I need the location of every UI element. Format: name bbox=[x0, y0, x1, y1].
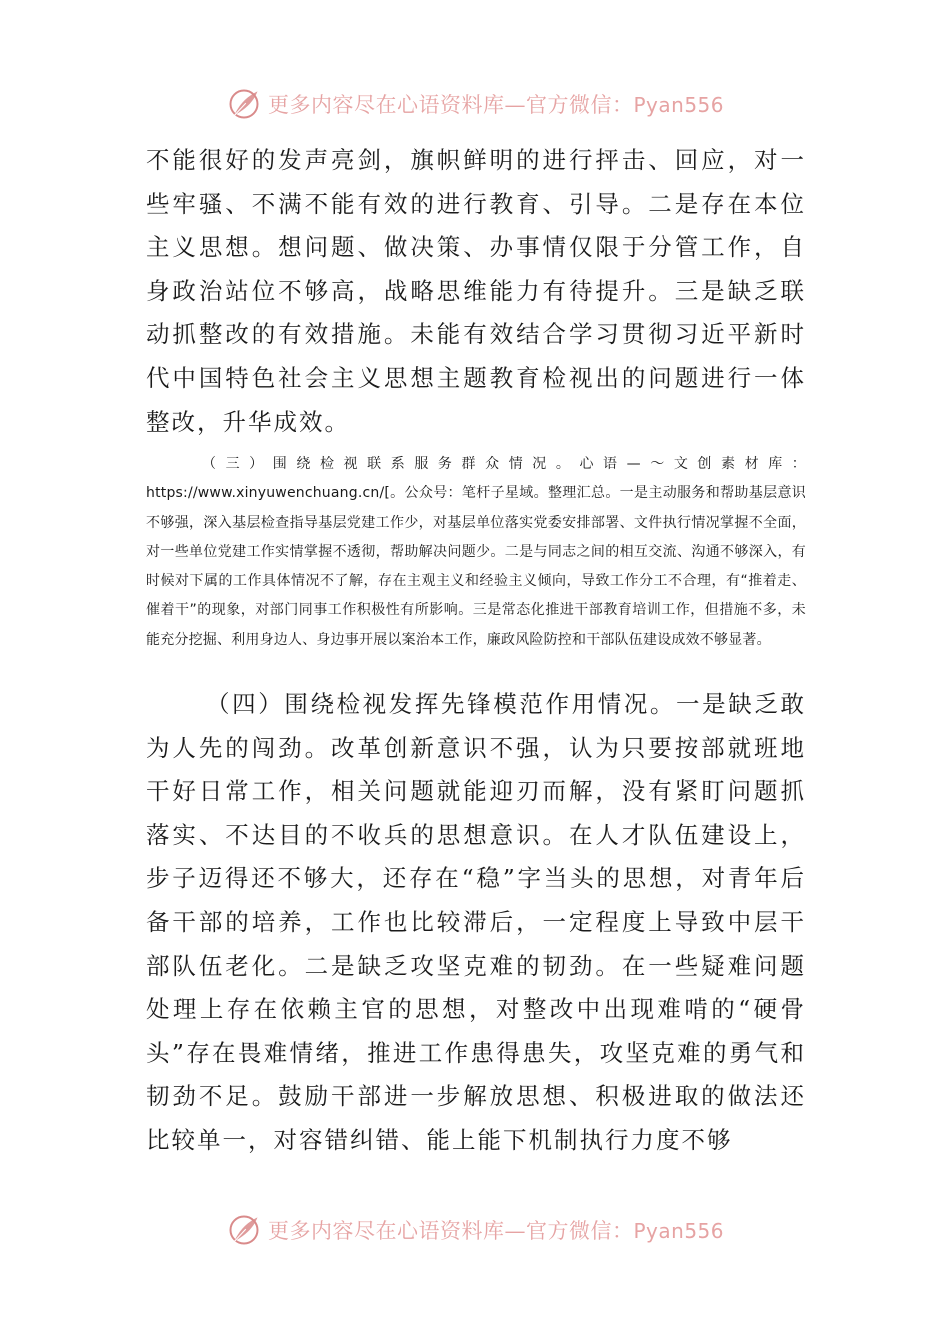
banner-handle: Pyan556 bbox=[633, 93, 724, 117]
paragraph-continuation: 不能很好的发声亮剑，旗帜鲜明的进行抨击、回应，对一些牢骚、不满不能有效的进行教育、引导。二是存在本位主义思想。想问题、做决策、办事情仅限于分管工作，自身政治站位不够高，战略思维能力有待提升。三是缺乏联动抓整改的有效措施。未能有效结合学习贯彻习近平新时代中国特色社会主义思想主题教育检视出的问题进行一体整改，升华成效。 bbox=[146, 146, 806, 436]
banner-handle: Pyan556 bbox=[633, 1219, 724, 1243]
quill-logo-icon bbox=[226, 86, 262, 122]
banner-text: 更多内容尽在心语资料库—官方微信：Pyan556 bbox=[267, 93, 724, 117]
paragraph-section-three: （三）围绕检视联系服务群众情况。心语—～文创素材库：https://www.xinyuwenchuang.cn/[。公众号：笔杆子星域。整理汇总。一是主动服务和帮助基层意识不够强，深入基层检查指导基层党建工作少，对基层单位落实党委安排部署、文件执行情况掌握不全面，对一些单位党建工作实情掌握不透彻，帮助解决问题少。二是与同志之间的相互交流、沟通不够深入，有时候对下属的工作具体情况不了解，存在主观主义和经验主义倾向，导致工作分工不合理，有“推着走、催着干”的现象，对部门同事工作积极性有所影响。三是常态化推进干部教育培训工作，但措施不多，未能充分挖掘、利用身边人、身边事开展以案治本工作，廉政风险防控和干部队伍建设成效不够显著。 bbox=[146, 456, 806, 648]
banner-text: 更多内容尽在心语资料库—官方微信：Pyan556 bbox=[267, 1219, 724, 1243]
paragraph-section-four: （四）围绕检视发挥先锋模范作用情况。一是缺乏敢为人先的闯劲。改革创新意识不强，认为只要按部就班地干好日常工作，相关问题就能迎刃而解，没有紧盯问题抓落实、不达目的不收兵的思想意识。在人才队伍建设上，步子迈得还不够大，还存在“稳”字当头的思想，对青年后备干部的培养，工作也比较滞后，一定程度上导致中层干部队伍老化。二是缺乏攻坚克难的韧劲。在一些疑难问题处理上存在依赖主官的思想，对整改中出现难啃的“硬骨头”存在畏难情绪，推进工作患得患失，攻坚克难的勇气和韧劲不足。鼓励干部进一步解放思想、积极进取的做法还比较单一，对容错纠错、能上能下机制执行力度不够 bbox=[146, 690, 806, 1154]
footer-watermark-banner bbox=[0, 1210, 950, 1250]
quill-logo-icon bbox=[226, 1212, 262, 1248]
header-watermark-banner bbox=[0, 84, 950, 124]
